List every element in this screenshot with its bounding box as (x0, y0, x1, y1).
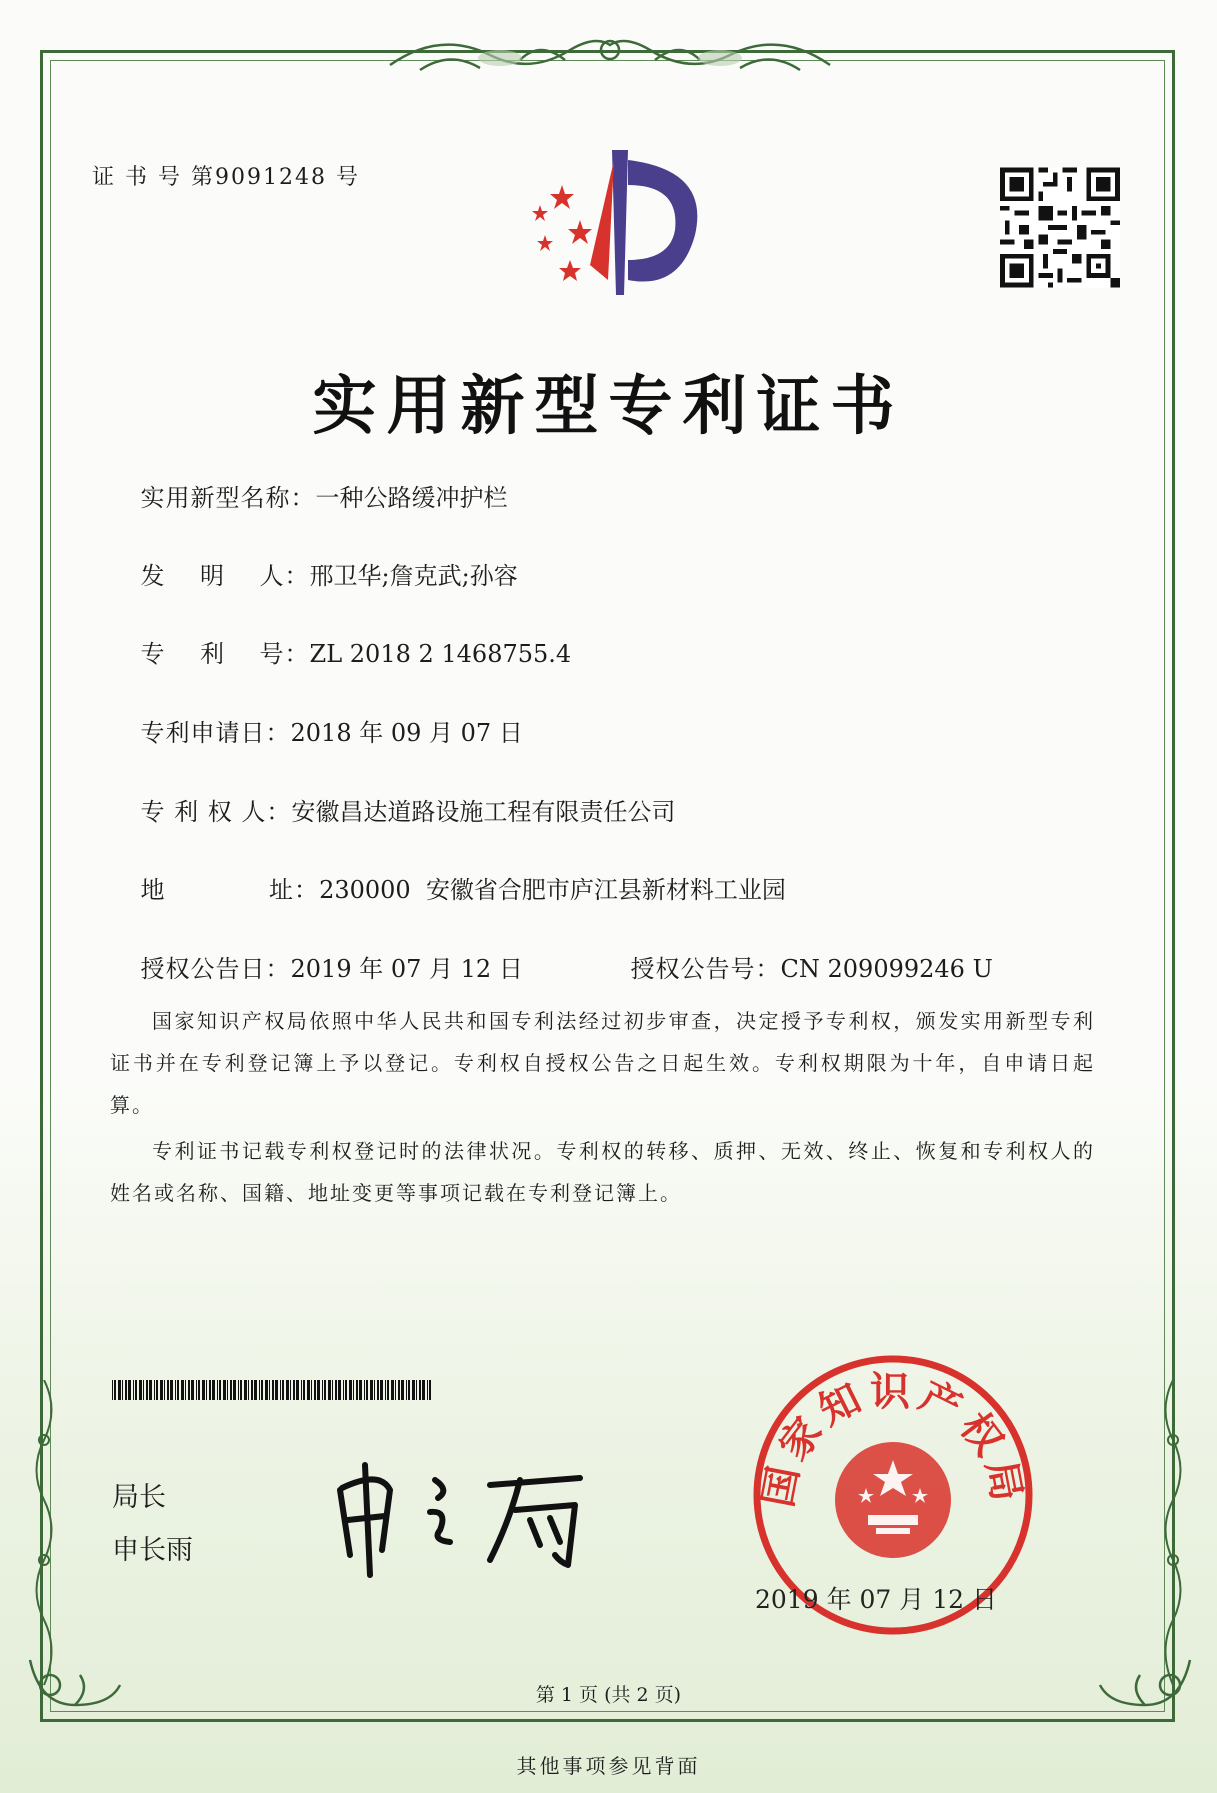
body-paragraph: 专利证书记载专利权登记时的法律状况。专利权的转移、质押、无效、终止、恢复和专利权人的姓名或名称、国籍、地址变更等事项记载在专利登记簿上。 (110, 1139, 1095, 1205)
field-address (110, 842, 786, 933)
field-label: 地 址： (140, 876, 320, 904)
field-label: 授权公告日： (140, 955, 291, 983)
left-side-ornament-icon (24, 1380, 64, 1690)
field-value: ZL 2018 2 1468755.4 (309, 640, 572, 668)
barcode-bar (261, 1380, 263, 1400)
field-value: 2019 年 07 月 12 日 (290, 955, 523, 983)
barcode-bar (301, 1380, 302, 1400)
barcode-bar (175, 1380, 176, 1400)
barcode-bar (185, 1380, 186, 1400)
field-label: 专 利 权 人： (140, 798, 292, 826)
barcode-bar (377, 1380, 379, 1400)
barcode-bar (160, 1380, 163, 1400)
barcode-bar (353, 1380, 354, 1400)
qr-code-icon (1000, 165, 1120, 290)
barcode-bar (343, 1380, 344, 1400)
barcode-bar (196, 1380, 197, 1400)
barcode-bar (303, 1380, 305, 1400)
barcode-bar (170, 1380, 173, 1400)
barcode-bar (370, 1380, 373, 1400)
field-label: 实用新型名称： (140, 484, 316, 512)
barcode-bar (233, 1380, 236, 1400)
barcode-bar (188, 1380, 190, 1400)
field-grant-number (600, 921, 993, 1012)
barcode-bar (307, 1380, 310, 1400)
director-title: 局长 (112, 1482, 166, 1513)
barcode-bar (349, 1380, 352, 1400)
barcode-bar (230, 1380, 232, 1400)
barcode-bar (133, 1380, 134, 1400)
barcode-bar (380, 1380, 383, 1400)
field-value: 2018 年 09 月 07 日 (290, 719, 523, 747)
barcode-icon (112, 1380, 434, 1400)
barcode-bar (217, 1380, 218, 1400)
barcode-bar (366, 1380, 368, 1400)
barcode-bar (202, 1380, 205, 1400)
barcode-bar (374, 1380, 375, 1400)
barcode-bar (149, 1380, 152, 1400)
barcode-bar (324, 1380, 326, 1400)
barcode-bar (248, 1380, 249, 1400)
barcode-bar (328, 1380, 331, 1400)
field-grant-date (110, 921, 523, 1012)
barcode-bar (272, 1380, 274, 1400)
barcode-bar (227, 1380, 228, 1400)
barcode-bar (156, 1380, 158, 1400)
barcode-bar (122, 1380, 123, 1400)
patent-office-logo-icon (520, 130, 720, 305)
field-label: 专利申请日： (140, 719, 291, 747)
barcode-bar (416, 1380, 417, 1400)
barcode-bar (269, 1380, 270, 1400)
barcode-bar (244, 1380, 247, 1400)
barcode-bar (419, 1380, 421, 1400)
barcode-bar (135, 1380, 137, 1400)
barcode-bar (408, 1380, 410, 1400)
seal-text: 国家知识产权局 (755, 1369, 1031, 1511)
barcode-bar (212, 1380, 215, 1400)
barcode-bar (290, 1380, 291, 1400)
barcode-bar (259, 1380, 260, 1400)
barcode-bar (223, 1380, 226, 1400)
field-value: 230000 安徽省合肥市庐江县新材料工业园 (319, 876, 786, 904)
field-label: 发 明 人： (140, 562, 310, 590)
barcode-bar (240, 1380, 242, 1400)
barcode-bar (125, 1380, 127, 1400)
barcode-bar (206, 1380, 207, 1400)
barcode-bar (114, 1380, 116, 1400)
barcode-bar (251, 1380, 253, 1400)
barcode-bar (280, 1380, 281, 1400)
barcode-bar (412, 1380, 415, 1400)
barcode-bar (238, 1380, 239, 1400)
right-side-ornament-icon (1153, 1380, 1193, 1690)
barcode-bar (332, 1380, 333, 1400)
field-value: 一种公路缓冲护栏 (315, 484, 508, 512)
barcode-bar (154, 1380, 155, 1400)
field-value: CN 209099246 U (780, 955, 993, 983)
barcode-bar (422, 1380, 425, 1400)
barcode-bar (398, 1380, 400, 1400)
field-patent-number (110, 606, 571, 697)
field-value: 安徽昌达道路设施工程有限责任公司 (291, 798, 676, 826)
barcode-bar (314, 1380, 316, 1400)
barcode-bar (364, 1380, 365, 1400)
barcode-bar (335, 1380, 337, 1400)
barcode-bar (406, 1380, 407, 1400)
certificate-number: 证 书 号 第9091248 号 (92, 165, 360, 190)
footer-note: 其他事项参见背面 (516, 1754, 701, 1778)
barcode-bar (181, 1380, 184, 1400)
page-number: 第 1 页 (共 2 页) (535, 1684, 682, 1706)
barcode-bar (395, 1380, 396, 1400)
barcode-bar (198, 1380, 200, 1400)
barcode-bar (139, 1380, 142, 1400)
seal-date: 2019 年 07 月 12 日 (755, 1585, 997, 1614)
body-paragraph: 国家知识产权局依照中华人民共和国专利法经过初步审查，决定授予专利权，颁发实用新型专利证书并在专利登记簿上予以登记。专利权自授权公告之日起生效。专利权期限为十年，自申请日起算。 (110, 1009, 1095, 1117)
barcode-bar (146, 1380, 148, 1400)
barcode-bar (429, 1380, 431, 1400)
barcode-bar (164, 1380, 165, 1400)
field-value: 邢卫华;詹克武;孙容 (309, 562, 518, 590)
barcode-bar (118, 1380, 121, 1400)
barcode-bar (143, 1380, 144, 1400)
barcode-bar (293, 1380, 295, 1400)
top-ornament-icon (380, 20, 840, 90)
barcode-bar (167, 1380, 169, 1400)
director-signature-icon (320, 1450, 610, 1580)
barcode-bar (254, 1380, 257, 1400)
barcode-bar (311, 1380, 312, 1400)
barcode-bar (191, 1380, 194, 1400)
barcode-bar (282, 1380, 284, 1400)
barcode-bar (317, 1380, 320, 1400)
barcode-bar (265, 1380, 268, 1400)
field-label: 专 利 号： (140, 640, 310, 668)
barcode-bar (387, 1380, 389, 1400)
barcode-bar (128, 1380, 131, 1400)
director-name: 申长雨 (112, 1535, 193, 1566)
barcode-bar (209, 1380, 211, 1400)
barcode-bar (427, 1380, 428, 1400)
field-application-date (110, 685, 523, 776)
barcode-bar (359, 1380, 362, 1400)
field-label: 授权公告号： (630, 955, 781, 983)
barcode-bar (296, 1380, 299, 1400)
barcode-bar (391, 1380, 394, 1400)
barcode-bar (345, 1380, 347, 1400)
barcode-bar (286, 1380, 289, 1400)
barcode-bar (338, 1380, 341, 1400)
barcode-bar (177, 1380, 179, 1400)
barcode-bar (112, 1380, 113, 1400)
certificate-title: 实用新型专利证书 (312, 370, 905, 444)
barcode-bar (219, 1380, 221, 1400)
barcode-bar (322, 1380, 323, 1400)
barcode-bar (385, 1380, 386, 1400)
barcode-bar (356, 1380, 358, 1400)
barcode-bar (401, 1380, 404, 1400)
barcode-bar (275, 1380, 278, 1400)
